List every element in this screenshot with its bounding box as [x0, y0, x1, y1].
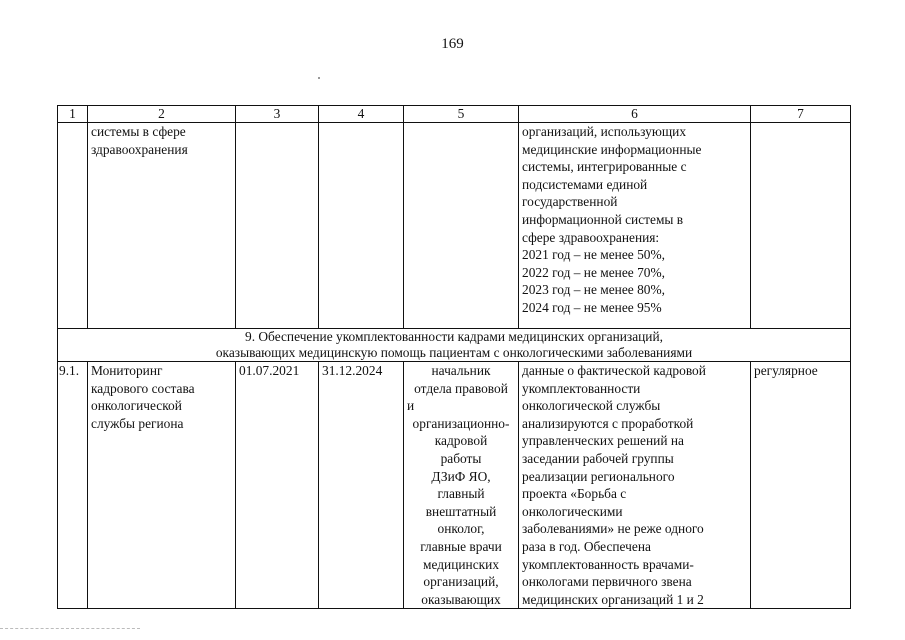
column-number: 1: [58, 106, 88, 123]
column-number: 7: [751, 106, 851, 123]
column-number-row: [58, 106, 851, 123]
plan-table: [57, 105, 851, 609]
cell-start: [236, 123, 319, 329]
section-heading: [58, 329, 851, 362]
cell-responsible: [404, 123, 519, 329]
item-start-date: 01.07.2021: [236, 362, 319, 609]
column-number: 4: [319, 106, 404, 123]
cell-result: организаций, использующих медицинские информационные системы, интегрированные с подсистемами единой государственной информационной системы в сфере здравоохранения: 2021 год – не менее 50%, 2022 год – не менее 70%, 2023 год – не менее 80%, 2024 год – не менее 95%: [519, 123, 751, 329]
cell-name: системы в сфере здравоохранения: [88, 123, 236, 329]
section-heading-row: [58, 329, 851, 362]
item-responsible: начальник отдела правовой и организационно- кадровой работы ДЗиФ ЯО, главный внештатный онколог, главные врачи медицинских организаций, оказывающих: [404, 362, 519, 609]
column-number: 5: [404, 106, 519, 123]
cell-number: [58, 123, 88, 329]
page-number: 169: [441, 36, 464, 52]
continued-row: [58, 123, 851, 329]
item-periodicity: регулярное: [751, 362, 851, 609]
item-result: данные о фактической кадровой укомплектованности онкологической службы анализируются с проработкой управленческих решений на заседании рабочей группы реализации регионального проекта «Борьба с онкологическими заболеваниями» не реже одного раза в год. Обеспечена укомплектованность врачами- онкологами первичного звена медицинских организаций 1 и 2: [519, 362, 751, 609]
scan-speck: [318, 77, 320, 79]
scan-edge-line: [0, 628, 140, 629]
item-number: 9.1.: [58, 362, 88, 609]
cell-end: [319, 123, 404, 329]
column-number: 6: [519, 106, 751, 123]
item-name: Мониторинг кадрового состава онкологической службы региона: [88, 362, 236, 609]
section-heading-line: 9. Обеспечение укомплектованности кадрами медицинских организаций,: [245, 329, 663, 344]
item-end-date: 31.12.2024: [319, 362, 404, 609]
column-number: 2: [88, 106, 236, 123]
section-heading-line: оказывающих медицинскую помощь пациентам с онкологическими заболеваниями: [215, 345, 693, 360]
column-number: 3: [236, 106, 319, 123]
cell-periodicity: [751, 123, 851, 329]
table-row: [58, 362, 851, 609]
